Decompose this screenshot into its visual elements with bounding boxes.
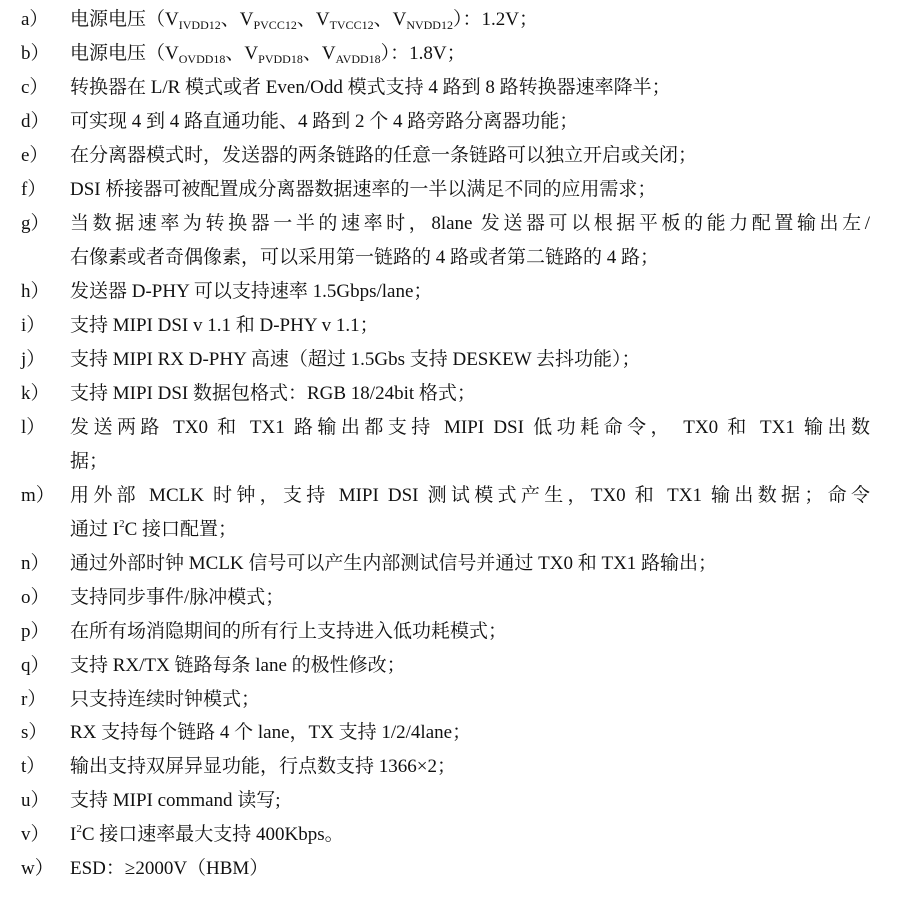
item-label: d） bbox=[21, 111, 50, 132]
item-text: 在所有场消隐期间的所有行上支持进入低功耗模式； bbox=[70, 621, 508, 642]
item-text-line-1: 当数据速率为转换器一半的速率时，8lane 发送器可以根据平板的能力配置输出左/ bbox=[70, 213, 870, 234]
item-label: w） bbox=[21, 858, 54, 879]
item-text: 通过外部时钟 MCLK 信号可以产生内部测试信号并通过 TX0 和 TX1 路输出； bbox=[70, 553, 718, 574]
item-label: c） bbox=[21, 77, 49, 98]
item-label: m） bbox=[21, 485, 55, 506]
item-label: n） bbox=[21, 553, 50, 574]
item-text: 支持 RX/TX 链路每条 lane 的极性修改； bbox=[70, 655, 406, 676]
item-text: 发送器 D-PHY 可以支持速率 1.5Gbps/lane； bbox=[70, 281, 433, 302]
item-label: b） bbox=[21, 43, 50, 64]
item-label: l） bbox=[21, 417, 46, 438]
item-text: ESD：≥2000V（HBM） bbox=[70, 858, 269, 879]
item-label: i） bbox=[21, 315, 46, 336]
item-text: 支持 MIPI DSI v 1.1 和 D-PHY v 1.1； bbox=[70, 315, 379, 336]
item-label: k） bbox=[21, 383, 50, 404]
item-text: 支持 MIPI DSI 数据包格式：RGB 18/24bit 格式； bbox=[70, 383, 476, 404]
item-label: o） bbox=[21, 587, 50, 608]
item-text: 支持 MIPI RX D-PHY 高速（超过 1.5Gbs 支持 DESKEW 去抖功能）； bbox=[70, 349, 641, 370]
item-text: 输出支持双屏异显功能，行点数支持 1366×2； bbox=[70, 756, 456, 777]
item-text: 支持 MIPI command 读写; bbox=[70, 790, 281, 811]
item-label: f） bbox=[21, 179, 47, 200]
item-text: 电源电压（$V_{IVDD12}$、$V_{PVCC12}$、$V_{TVCC12}$、$V_{NVDD12}$）：1.2V； bbox=[70, 9, 538, 32]
item-text-line-2: 通过 $I^2C$ 接口配置； bbox=[70, 518, 238, 540]
item-text: $I^2C$ 接口速率最大支持 400Kbps。 bbox=[70, 823, 344, 845]
item-text: RX 支持每个链路 4 个 lane，TX 支持 1/2/4lane； bbox=[70, 722, 472, 743]
item-label: j） bbox=[21, 349, 46, 370]
item-text: 支持同步事件/脉冲模式； bbox=[70, 587, 285, 608]
item-text-line-1: 发送两路 TX0 和 TX1 路输出都支持 MIPI DSI 低功耗命令， TX0 和 TX1 输出数 bbox=[70, 417, 870, 438]
item-label: g） bbox=[21, 213, 50, 234]
item-label: p） bbox=[21, 621, 50, 642]
item-label: r） bbox=[21, 689, 47, 710]
item-label: v） bbox=[21, 824, 50, 845]
item-text: DSI 桥接器可被配置成分离器数据速率的一半以满足不同的应用需求； bbox=[70, 179, 657, 200]
item-text: 可实现 4 到 4 路直通功能、4 路到 2 个 4 路旁路分离器功能； bbox=[70, 111, 579, 132]
item-label: t） bbox=[21, 756, 46, 777]
item-label: u） bbox=[21, 790, 50, 811]
item-text: 在分离器模式时，发送器的两条链路的任意一条链路可以独立开启或关闭； bbox=[70, 145, 698, 166]
item-text: 电源电压（$V_{OVDD18}$、$V_{PVDD18}$、$V_{AVDD18}$）：1.8V； bbox=[70, 43, 466, 66]
item-label: s） bbox=[21, 722, 48, 743]
item-label: h） bbox=[21, 281, 50, 302]
item-text-line-1: 用外部 MCLK 时钟，支持 MIPI DSI 测试模式产生，TX0 和 TX1 输出数据；命令 bbox=[70, 485, 870, 506]
item-text: 转换器在 L/R 模式或者 Even/Odd 模式支持 4 路到 8 路转换器速率降半； bbox=[70, 77, 671, 98]
item-label: a） bbox=[21, 9, 49, 30]
item-label: e） bbox=[21, 145, 49, 166]
item-text: 只支持连续时钟模式； bbox=[70, 689, 261, 710]
item-text-line-2: 右像素或者奇偶像素，可以采用第一链路的 4 路或者第二链路的 4 路； bbox=[70, 247, 660, 268]
item-text-line-2: 据； bbox=[70, 451, 109, 472]
item-label: q） bbox=[21, 655, 50, 676]
